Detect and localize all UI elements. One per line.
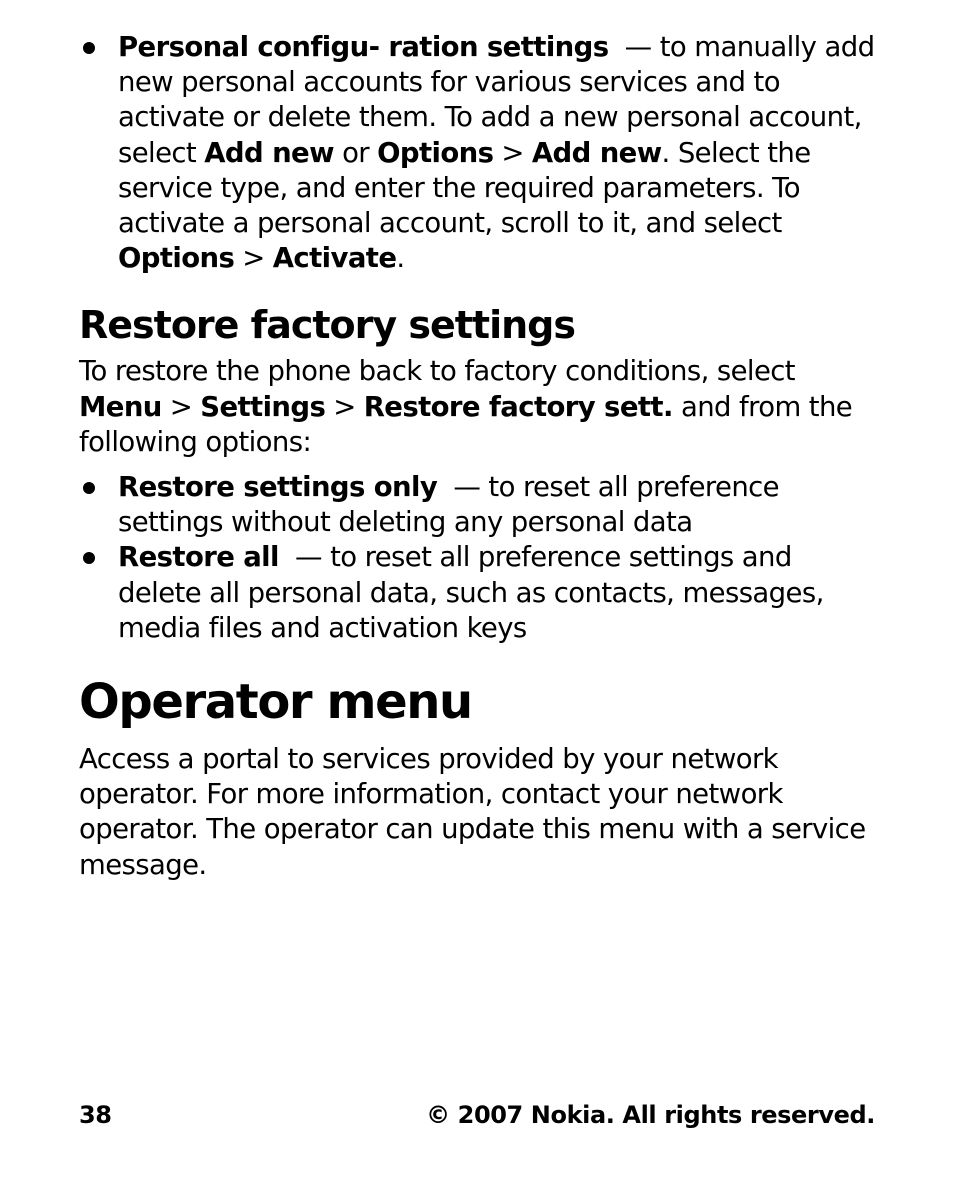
item-text: to manually add new personal accounts for various services and to activate or delete them. To add a new personal account, select [118,31,875,169]
menu-path-item: Settings [200,390,326,423]
list-item [79,540,879,646]
bullet-icon [83,552,95,564]
item-text: to reset all preference settings without deleting any personal data [118,471,779,539]
list-item [79,470,879,540]
section-heading-restore: Restore factory settings [79,303,575,348]
menu-option: Activate [272,242,397,275]
bullet-icon [83,42,95,54]
copyright: © 2007 Nokia. All rights reserved. [426,1101,875,1129]
path-separator: > [501,136,524,169]
restore-intro [79,354,879,460]
path-separator: > [333,390,356,423]
bullet-icon [83,482,95,494]
menu-option: Options [377,136,494,169]
operator-text: Access a portal to services provided by your network operator. For more information, contact your network operator. The operator can update this menu with a service message. [79,743,866,881]
restore-options-list [79,470,879,646]
item-text: to reset all preference settings and delete all personal data, such as contacts, messages, media files and activation keys [118,541,824,644]
dash: — [453,471,481,504]
section-heading-operator: Operator menu [79,674,472,731]
dash: — [295,541,322,574]
menu-option: Add new [204,136,334,169]
item-text: . [396,242,405,275]
page-number: 38 [79,1101,112,1129]
menu-option: Add new [531,136,662,169]
item-title: Restore all [118,541,279,574]
item-text: or [333,136,378,169]
personal-config-list [79,30,879,276]
dash: — [624,31,652,63]
menu-option: Options [118,242,235,275]
page-content [79,30,879,883]
item-title: Personal configu- ration settings [118,31,609,63]
list-item [79,30,879,276]
path-separator: > [169,390,193,423]
intro-text: and from the following options: [79,390,853,458]
item-title: Restore settings only [118,471,438,504]
path-separator: > [242,242,265,275]
menu-path-item: Restore factory sett. [363,390,673,423]
intro-text: To restore the phone back to factory conditions, select [79,355,795,388]
item-text: . Select the service type, and enter the required parameters. To activate a personal account, scroll to it, and select [118,136,811,240]
menu-path-item: Menu [79,390,162,423]
